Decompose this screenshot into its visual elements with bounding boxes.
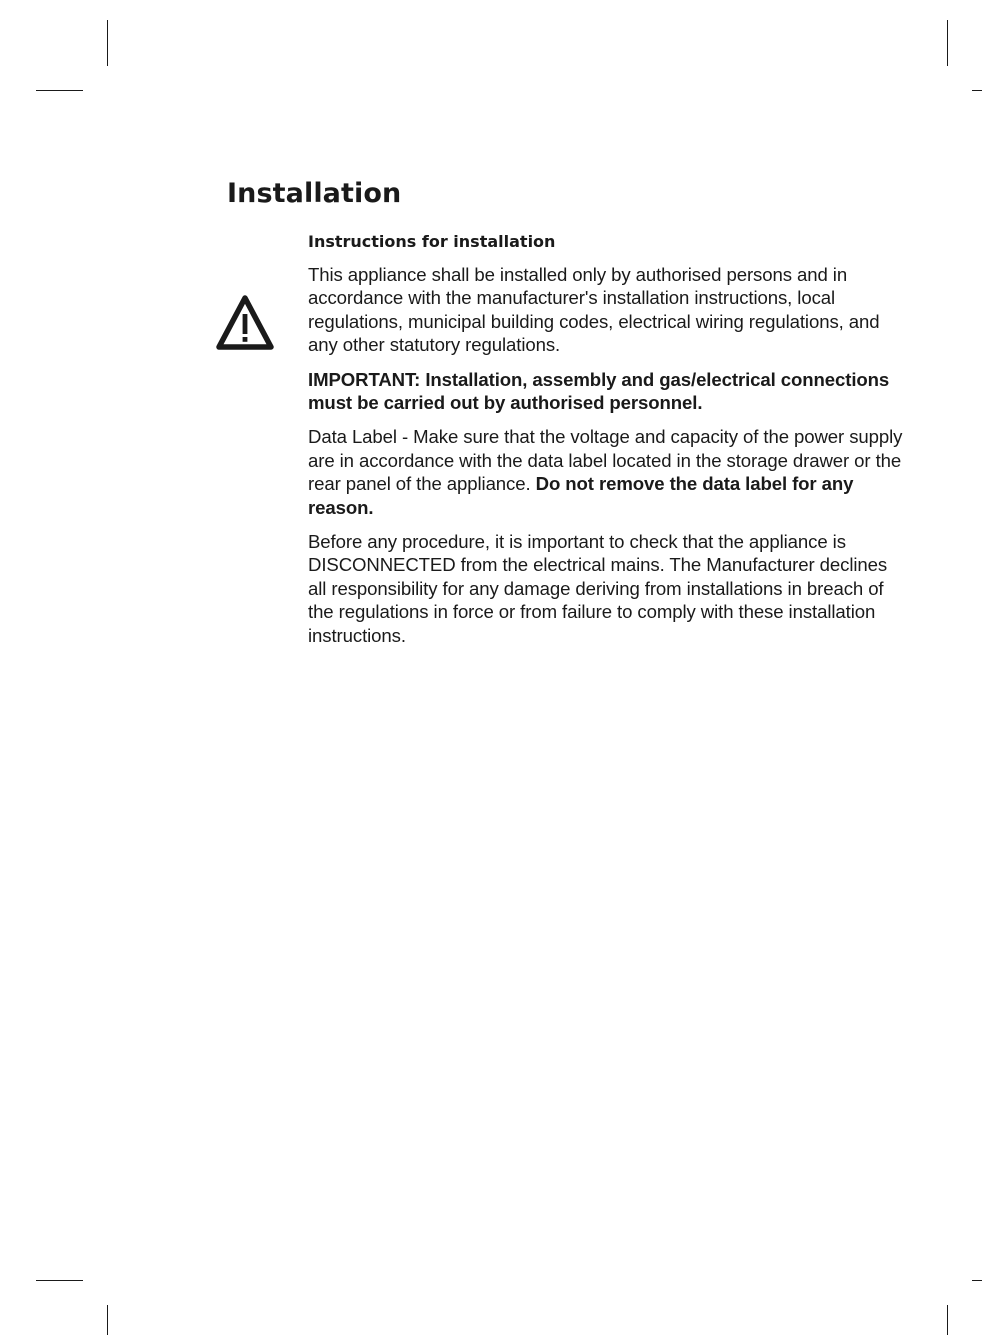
important-notice: IMPORTANT: Installation, assembly and gas/electrical connections must be carried out by authorised personnel. [308, 368, 890, 414]
crop-mark-bottom-right-vertical [947, 1305, 948, 1335]
warning-triangle-icon [215, 294, 275, 352]
page-title: Installation [227, 178, 402, 209]
section-heading: Instructions for installation [308, 232, 556, 251]
crop-mark-bottom-right-horizontal [972, 1280, 982, 1281]
crop-mark-bottom-left-vertical [107, 1305, 108, 1335]
crop-mark-top-left-vertical [107, 20, 108, 66]
crop-mark-top-right-horizontal [972, 90, 982, 91]
authorised-persons-paragraph: This appliance shall be installed only by authorised persons and in accordance with the manufacturer's installation instructions, local regulations, municipal building codes, electrical wiring regulations, and any other statutory regulations. [308, 264, 880, 356]
installation-content [308, 231, 908, 658]
crop-mark-bottom-left-horizontal [36, 1280, 83, 1281]
data-label-paragraph [308, 425, 908, 519]
disconnection-paragraph: Before any procedure, it is important to check that the appliance is DISCONNECTED from the electrical mains. The Manufacturer declines all responsibility for any damage deriving from installations in breach of the regulations in force or from failure to comply with these installation instructions. [308, 531, 888, 646]
data-label-warning: Do not remove the data label for any reason. [308, 473, 854, 518]
data-label-text: Data Label - Make sure that the voltage and capacity of the power supply are in accordance with the data label located in the storage drawer or the rear panel of the appliance. [308, 426, 903, 495]
crop-mark-top-left-horizontal [36, 90, 83, 91]
crop-mark-top-right-vertical [947, 20, 948, 66]
